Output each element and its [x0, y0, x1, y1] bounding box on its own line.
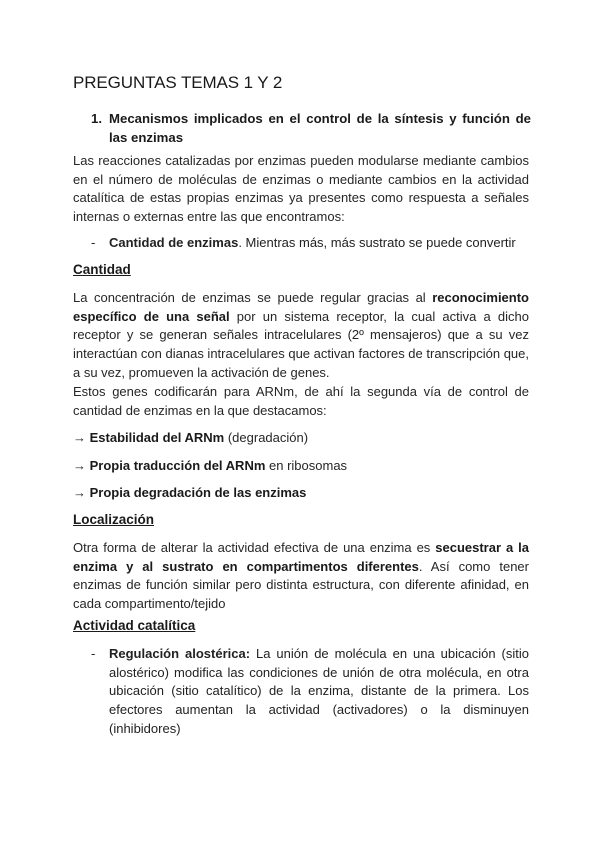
bullet-bold: Cantidad de enzimas — [109, 235, 239, 250]
arrow-item — [73, 429, 308, 448]
arrow-icon: → — [73, 430, 86, 445]
arrow-icon: → — [73, 458, 86, 473]
localizacion-paragraph — [73, 539, 529, 614]
genes-paragraph: Estos genes codificarán para ARNm, de ahí la segunda vía de control de cantidad de enzimas en la que destacamos: — [73, 384, 529, 418]
bullet-dash: - — [91, 646, 96, 661]
bullet-text — [109, 645, 529, 739]
cantidad-paragraph — [73, 289, 529, 383]
arrow-rest: en ribosomas — [265, 458, 348, 473]
question-number: 1. — [91, 111, 102, 126]
arrow-item — [73, 457, 347, 476]
arrow-bold: Estabilidad del ARNm — [89, 430, 225, 445]
arrow-bold: Propia degradación de las enzimas — [89, 485, 307, 500]
page-title: PREGUNTAS TEMAS 1 Y 2 — [73, 73, 283, 92]
intro-paragraph: Las reacciones catalizadas por enzimas pueden modularse mediante cambios en el número de moléculas de enzimas o mediante cambios en la actividad catalítica de estas propias enzimas ya presentes como respuesta a señales internas o externas entre las que encontramos: — [73, 153, 529, 225]
question-heading — [91, 109, 531, 147]
localizacion-pre: Otra forma de alterar la actividad efectiva de una enzima es — [73, 540, 436, 555]
question-text: Mecanismos implicados en el control de la síntesis y función de las enzimas — [109, 111, 531, 145]
bullet-regulacion-alosterica — [91, 645, 529, 739]
cantidad-post: por un sistema receptor, la cual activa a dicho receptor y se generan señales intracelulares (2º mensajeros) que a su vez interactúan con dianas intracelulares que activan factores de transcripción que, a su vez, promueven la activación de genes. — [73, 308, 529, 380]
bullet-cantidad-enzimas — [91, 234, 529, 253]
localizacion-post: . Así como tener enzimas de función similar pero distinta estructura, con diferente afinidad, en cada compartimento/tejido — [73, 558, 529, 612]
bullet-text — [109, 234, 529, 253]
localizacion-bold: secuestrar a la enzima y al sustrato en compartimentos diferentes — [73, 540, 529, 574]
bullet-bold: Regulación alostérica: — [109, 646, 251, 661]
section-heading-localizacion: Localización — [73, 512, 155, 527]
arrow-rest: (degradación) — [224, 430, 309, 445]
section-heading-actividad: Actividad catalítica — [73, 618, 196, 633]
section-heading-cantidad: Cantidad — [73, 262, 131, 277]
bullet-rest: La unión de molécula en una ubicación (sitio alostérico) modifica las condiciones de unión de otra molécula, en otra ubicación (sitio catalítico) de la enzima, distante de la primera. Los efectores aumentan la actividad (activadores) o la disminuyen (inhibidores) — [109, 646, 529, 736]
bullet-dash: - — [91, 235, 96, 250]
arrow-icon: → — [73, 485, 86, 500]
bullet-rest: . Mientras más, más sustrato se puede convertir — [238, 235, 516, 250]
arrow-bold: Propia traducción del ARNm — [89, 458, 266, 473]
cantidad-pre: La concentración de enzimas se puede regular gracias al — [73, 290, 433, 305]
arrow-item — [73, 484, 306, 503]
cantidad-bold: reconocimiento específico de una señal — [73, 290, 529, 324]
